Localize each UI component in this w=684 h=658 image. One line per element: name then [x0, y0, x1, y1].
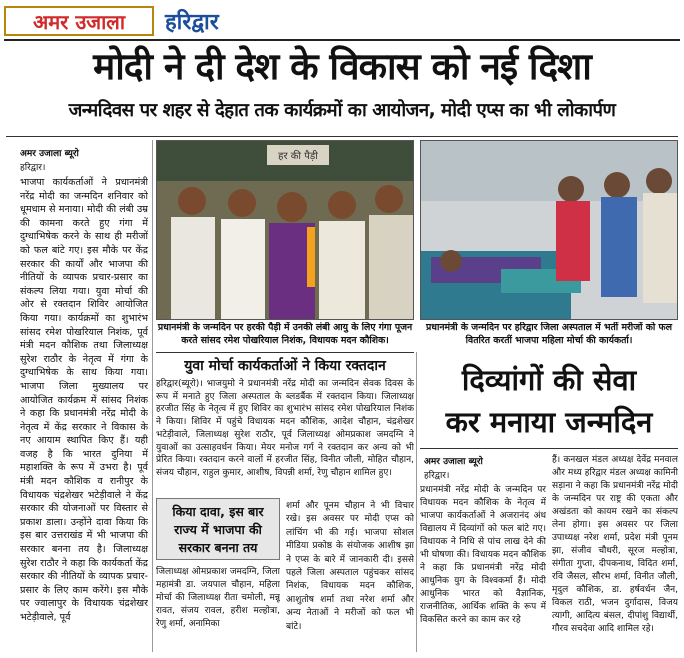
blood-donation-text: हरिद्वार(ब्यूरो)। भाजयुमो ने प्रधानमंत्री नरेंद्र मोदी का जन्मदिन सेवक दिवस के रूप में मनाते हुए जिला अस्पताल के ब्लडबैंक में रक्तदान किया। जिलाध्यक्ष हरजीत सिंह के नेतृत्व में हुए शिविर का शुभारंभ सांसद रमेश पोखरियाल निशंक ने किया। शिविर में पहुंचे विधायक मदन कौशिक, आदेश चौहान, चंद्रशेखर भटेड़ीवाले, जिलाध्यक्ष सुरेश राठौर, पूर्व जिलाध्यक्ष ओमप्रकाश जमदग्नि ने युवाओं का उत्साहवर्धन किया। मेयर मनोज गर्ग ने रक्तदान कर अन्य को भी प्रेरित किया। रक्तदान करने वालों में हरजीत सिंह, विनीत जौली, मोहित चौहान, संजय चौहान, राहुल कुमार, आशीष, विपन्नी शर्मा, रेणु चौहान शामिल हुए।	[156, 379, 414, 478]
quote-box	[156, 498, 280, 560]
divyang-title-line1: दिव्यांगों की सेवा	[461, 363, 637, 397]
headline-rule	[6, 136, 678, 137]
sub-headline: जन्मदिवस पर शहर से देहात तक कार्यक्रमों का आयोजन, मोदी एप्स का भी लोकार्पण	[68, 100, 616, 121]
left-column-text: भाजपा कार्यकर्ताओं ने प्रधानमंत्री नरेंद्र मोदी का जन्मदिन शनिवार को धूमधाम से मनाया। मोदी की लंबी उम्र की कामना करते हुए गंगा में दुग्धाभिषेक करने के साथ ही मरीजों को फल बांटे गए। इस मौके पर केंद्र सरकार की कार्यों और भाजपा की नीतियों के व्यापक प्रचार-प्रसार का संकल्प लिया गया। युवा मोर्चा की ओर से रक्तदान शिविर आयोजित किया गया। कार्यक्रमों का शुभारंभ सांसद रमेश पोखरियाल निशंक, पूर्व मंत्री मदन कौशिक तथा जिलाध्यक्ष सुरेश राठौर के नेतृत्व में गंगा के दुग्धाभिषेक के साथ किया गया। भाजपा जिला मुख्यालय पर आयोजित कार्यक्रम में सांसद निशंक ने कहा कि प्रधानमंत्री नरेंद्र मोदी के नेतृत्व में केंद्र सरकार ने विकास के नए आयाम स्थापित किए हैं। यही वजह है कि भारत दुनिया में महाशक्ति के रूप में उभरा है। पूर्व मंत्री मदन कौशिक व रानीपुर के विधायक चंद्रशेखर भटेड़ीवाले ने केंद्र सरकार की योजनाओं पर विस्तार से प्रकाश डाला। उन्होंने दावा किया कि इस बार उत्तराखंड में भी भाजपा की सरकार बनना तय है। जिलाध्यक्ष सुरेश राठौर ने कहा कि कार्यकर्ता केंद्र सरकार की नीतियों के व्यापक प्रचार-प्रसार के लिए काम करेंगे। इस मौके पर ज्वालापुर के विधायक चंद्रशेखर भटेड़ीवाले, पूर्व	[20, 177, 148, 623]
divyang-col1-text: प्रधानमंत्री नरेंद्र मोदी के जन्मदिन पर विधायक मदन कौशिक के नेतृत्व में भाजपा कार्यकर्ताओं ने अजरानंद अंध विद्यालय में दिव्यांगों को फल बांटे गए। विधायक ने निधि से पांच लाख देने की भी घोषणा की। विधायक मदन कौशिक ने कहा कि प्रधानमंत्री नरेंद्र मोदी आधुनिक युग के विश्वकर्मा हैं। मोदी आधुनिक भारत को वैज्ञानिक, राजनीतिक, आर्थिक शक्ति के रूप में विकसित करने का काम कर रहे	[420, 485, 546, 625]
left-dateline: हरिद्वार।	[20, 163, 46, 173]
bottom-middle-text: शर्मा और पूनम चौहान ने भी विचार रखे। इस अवसर पर मोदी एप्स को लांचिंग भी की गई। भाजपा सोशल मीडिया प्रकोष्ठ के संयोजक आशीष झा ने एप्स के बारे में जानकारी दी। इससे पहले जिला अस्पताल पहुंचकर सांसद निशंक, विधायक मदन कौशिक, आशुतोष शर्मा तथा नरेश शर्मा और अन्य नेताओं ने मरीजों को फल भी बांटे।	[286, 501, 414, 632]
divyang-col2-text: हैं। कनखल मंडल अध्यक्ष देवेंद्र मनवाल और मध्य हरिद्वार मंडल अध्यक्ष कामिनी सड़ाना ने कहा कि प्रधानमंत्री नरेंद्र मोदी के जन्मदिन पर राष्ट्र की एकता और अखंडता को कायम रखने का संकल्प लेना होगा। इस अवसर पर जिला उपाध्यक्ष नरेश शर्मा, प्रदेश मंत्री पूनम झा, संजीव चौधरी, सूरज मल्होत्रा, संगीता गुप्ता, दीपकनाथ, विदित शर्मा, रवि जैसल, सौरभ शर्मा, विनीत जौली, मृदुल कौशिक, डा. हर्षवर्धन जैन, विकल राठी, भजन दुर्गादास, विजय त्यागी, आदित्य बंसल, दीपांशु विद्यार्थी, गौरव सचदेवा आदि शामिल रहे।	[552, 455, 678, 634]
divyang-rule	[420, 448, 678, 449]
column-divider-right	[416, 352, 417, 652]
photo-hospital	[420, 140, 678, 320]
divyang-byline: अमर उजाला ब्यूरो	[424, 457, 483, 467]
masthead-rule	[4, 39, 680, 41]
bottom-left-text: जिलाध्यक्ष ओमप्रकाश जमदग्नि, जिला महामंत्री डा. जयपाल चौहान, महिला मोर्चा की जिलाध्यक्ष रीता चमोली, मन्नू रावत, संजय रावल, हरीश मल्होत्रा, रेणु शर्मा, अनामिका	[156, 567, 280, 629]
column-divider	[152, 140, 153, 652]
city-label: हरिद्वार	[165, 10, 219, 35]
brand-name: अमर उजाला	[32, 9, 126, 34]
story-rule	[156, 352, 414, 353]
divyang-dateline: हरिद्वार।	[424, 471, 450, 481]
photo-ganga-pujan	[156, 140, 414, 320]
photo-hospital-image	[421, 141, 678, 320]
blood-donation-title: युवा मोर्चा कार्यकर्ताओं ने किया रक्तदान	[184, 358, 386, 374]
photo-hospital-caption: प्रधानमंत्री के जन्मदिन पर हरिद्वार जिला अस्पताल में भर्ती मरीजों को फल वितरित करतीं भाजपा महिला मोर्चा की कार्यकर्ता।	[425, 322, 673, 346]
photo-ganga-pujan-image	[157, 141, 414, 320]
photo-ganga-pujan-caption: प्रधानमंत्री के जन्मदिन पर हरकी पैड़ी में उनकी लंबी आयु के लिए गंगा पूजन करते सांसद रमेश पोखरियाल निशंक, विधायक मदन कौशिक।	[157, 322, 413, 346]
left-byline: अमर उजाला ब्यूरो	[20, 149, 79, 159]
divyang-title-line2: कर मनाया जन्मदिन	[445, 405, 653, 439]
photo-sign-text: हर की पैड़ी	[278, 151, 318, 162]
newspaper-logo	[4, 6, 154, 36]
quote-box-text: किया दावा, इस बार राज्य में भाजपा की सरकार बनना तय	[172, 504, 264, 555]
main-headline: मोदी ने दी देश के विकास को नई दिशा	[93, 45, 591, 88]
